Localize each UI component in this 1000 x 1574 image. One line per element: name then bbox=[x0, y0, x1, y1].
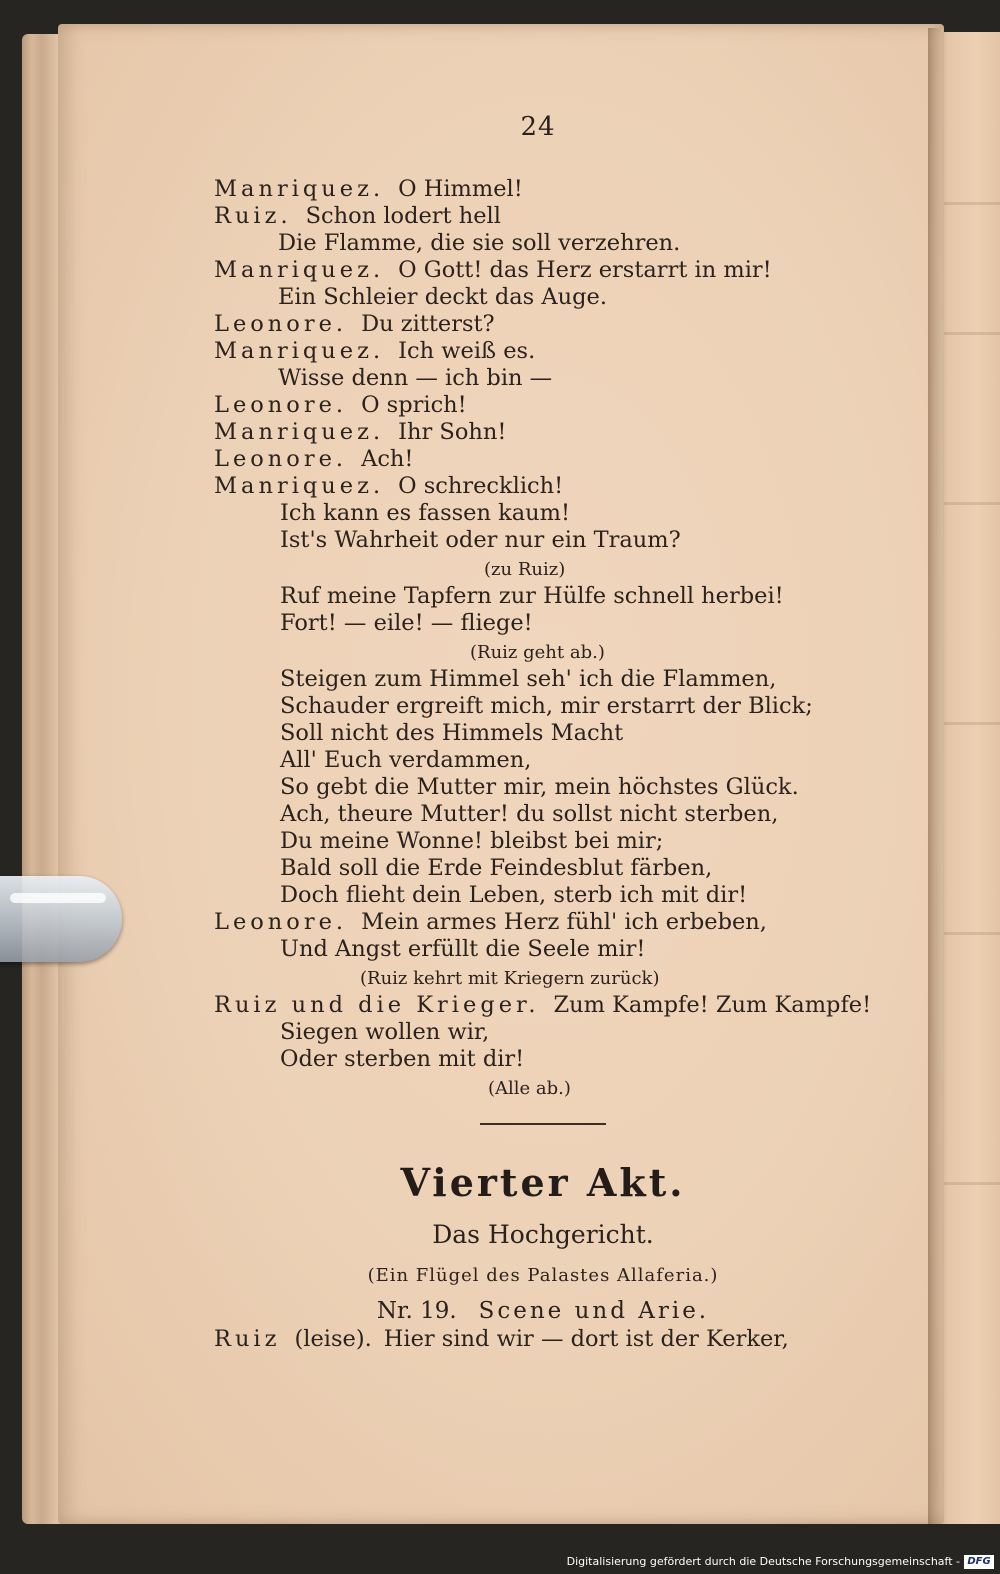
text-line bbox=[280, 828, 663, 855]
speaker-name: Manriquez. bbox=[214, 473, 385, 499]
page-number: 24 bbox=[520, 112, 556, 142]
text-line bbox=[280, 747, 531, 774]
text-line bbox=[278, 365, 552, 392]
line-text: Zum Kampfe! Zum Kampfe! bbox=[553, 992, 872, 1018]
speaker-name: Leonore. bbox=[214, 392, 348, 418]
text-line bbox=[470, 639, 605, 666]
text-line bbox=[214, 392, 467, 419]
text-line bbox=[214, 203, 501, 230]
line-text: Und Angst erfüllt die Seele mir! bbox=[280, 936, 646, 962]
text-line bbox=[214, 311, 495, 338]
text-line bbox=[214, 176, 523, 203]
line-text: Ach! bbox=[361, 446, 414, 472]
text-line bbox=[280, 693, 813, 720]
text-line bbox=[280, 527, 681, 554]
footer-credit: Digitalisierung gefördert durch die Deutsche Forschungsgemeinschaft - bbox=[566, 1555, 960, 1568]
text-line bbox=[278, 230, 680, 257]
line-text: (Alle ab.) bbox=[488, 1078, 571, 1099]
speaker-name: Leonore. bbox=[214, 446, 348, 472]
line-text: Oder sterben mit dir! bbox=[280, 1046, 525, 1072]
dfg-logo: DFG bbox=[964, 1555, 994, 1569]
line-text: Ich weiß es. bbox=[398, 338, 536, 364]
text-line bbox=[280, 610, 533, 637]
line-text: So gebt die Mutter mir, mein höchstes Glück. bbox=[280, 774, 799, 800]
line-text: Ein Schleier deckt das Auge. bbox=[278, 284, 607, 310]
number-heading bbox=[0, 1298, 1000, 1324]
speaker-name: Manriquez. bbox=[214, 338, 385, 364]
text-line bbox=[280, 801, 778, 828]
act-title: Vierter Akt. bbox=[400, 1160, 686, 1205]
bookmark-clip-highlight bbox=[10, 893, 106, 903]
line-text: Ach, theure Mutter! du sollst nicht sterben, bbox=[280, 801, 779, 827]
aside: (leise). bbox=[294, 1326, 372, 1352]
line-text: (Ruiz kehrt mit Kriegern zurück) bbox=[360, 968, 660, 989]
text-line bbox=[360, 965, 659, 992]
speaker-name: Ruiz. bbox=[214, 203, 292, 229]
speaker-name: Ruiz und die Krieger. bbox=[214, 992, 540, 1018]
text-line bbox=[214, 419, 506, 446]
line-text: Ist's Wahrheit oder nur ein Traum? bbox=[280, 527, 681, 553]
speaker-name: Leonore. bbox=[214, 909, 348, 935]
text-line bbox=[280, 583, 784, 610]
line-text: Die Flamme, die sie soll verzehren. bbox=[278, 230, 681, 256]
text-line bbox=[280, 774, 799, 801]
text-line bbox=[280, 855, 712, 882]
text-line bbox=[214, 257, 772, 284]
speaker-name: Manriquez. bbox=[214, 176, 385, 202]
line-text: Ihr Sohn! bbox=[398, 419, 507, 445]
line-text: (Ruiz geht ab.) bbox=[470, 642, 605, 663]
line-text: Bald soll die Erde Feindesblut färben, bbox=[280, 855, 713, 881]
line-text: O sprich! bbox=[361, 392, 467, 418]
line-text: Hier sind wir — dort ist der Kerker, bbox=[383, 1326, 789, 1352]
line-text: Soll nicht des Himmels Macht bbox=[280, 720, 624, 746]
text-line bbox=[214, 992, 871, 1019]
number-label: Nr. 19. bbox=[376, 1298, 457, 1324]
scene-title: Das Hochgericht. bbox=[432, 1220, 654, 1249]
text-line bbox=[280, 936, 645, 963]
line-text: Mein armes Herz fühl' ich erbeben, bbox=[361, 909, 767, 935]
line-text: O schrecklich! bbox=[398, 473, 564, 499]
line-text: Du zitterst? bbox=[361, 311, 495, 337]
speaker-name: Manriquez. bbox=[214, 419, 385, 445]
line-text: Siegen wollen wir, bbox=[280, 1019, 490, 1045]
number-title: Scene und Arie. bbox=[478, 1298, 710, 1324]
line-text: All' Euch verdammen, bbox=[280, 747, 532, 773]
speaker-name: Leonore. bbox=[214, 311, 348, 337]
text-line bbox=[280, 500, 570, 527]
text-line bbox=[280, 720, 623, 747]
line-text: Fort! — eile! — fliege! bbox=[280, 610, 533, 636]
text-line bbox=[214, 338, 535, 365]
line-text: (zu Ruiz) bbox=[484, 559, 566, 580]
line-text: Doch flieht dein Leben, sterb ich mit dir! bbox=[280, 882, 748, 908]
line-text: O Himmel! bbox=[398, 176, 523, 202]
line-text: Du meine Wonne! bleibst bei mir; bbox=[280, 828, 664, 854]
bookmark-clip bbox=[0, 876, 122, 962]
text-line bbox=[280, 882, 747, 909]
line-text: Ruf meine Tapfern zur Hülfe schnell herbei! bbox=[280, 583, 784, 609]
text-line bbox=[488, 1075, 571, 1102]
text-line bbox=[280, 666, 776, 693]
scene-stage-direction: (Ein Flügel des Palastes Allaferia.) bbox=[367, 1265, 719, 1286]
last-line bbox=[214, 1326, 789, 1353]
text-line bbox=[278, 284, 607, 311]
line-text: O Gott! das Herz erstarrt in mir! bbox=[398, 257, 772, 283]
section-divider bbox=[480, 1123, 606, 1125]
text-line bbox=[280, 1046, 524, 1073]
line-text: Schon lodert hell bbox=[305, 203, 501, 229]
speaker-name: Manriquez. bbox=[214, 257, 385, 283]
line-text: Schauder ergreift mich, mir erstarrt der Blick; bbox=[280, 693, 813, 719]
line-text: Wisse denn — ich bin — bbox=[278, 365, 553, 391]
text-line bbox=[214, 446, 413, 473]
text-line bbox=[484, 556, 565, 583]
speaker-name: Ruiz bbox=[214, 1326, 281, 1352]
line-text: Ich kann es fassen kaum! bbox=[280, 500, 571, 526]
text-line bbox=[214, 473, 563, 500]
line-text: Steigen zum Himmel seh' ich die Flammen, bbox=[280, 666, 777, 692]
text-line bbox=[214, 909, 767, 936]
text-line bbox=[280, 1019, 489, 1046]
